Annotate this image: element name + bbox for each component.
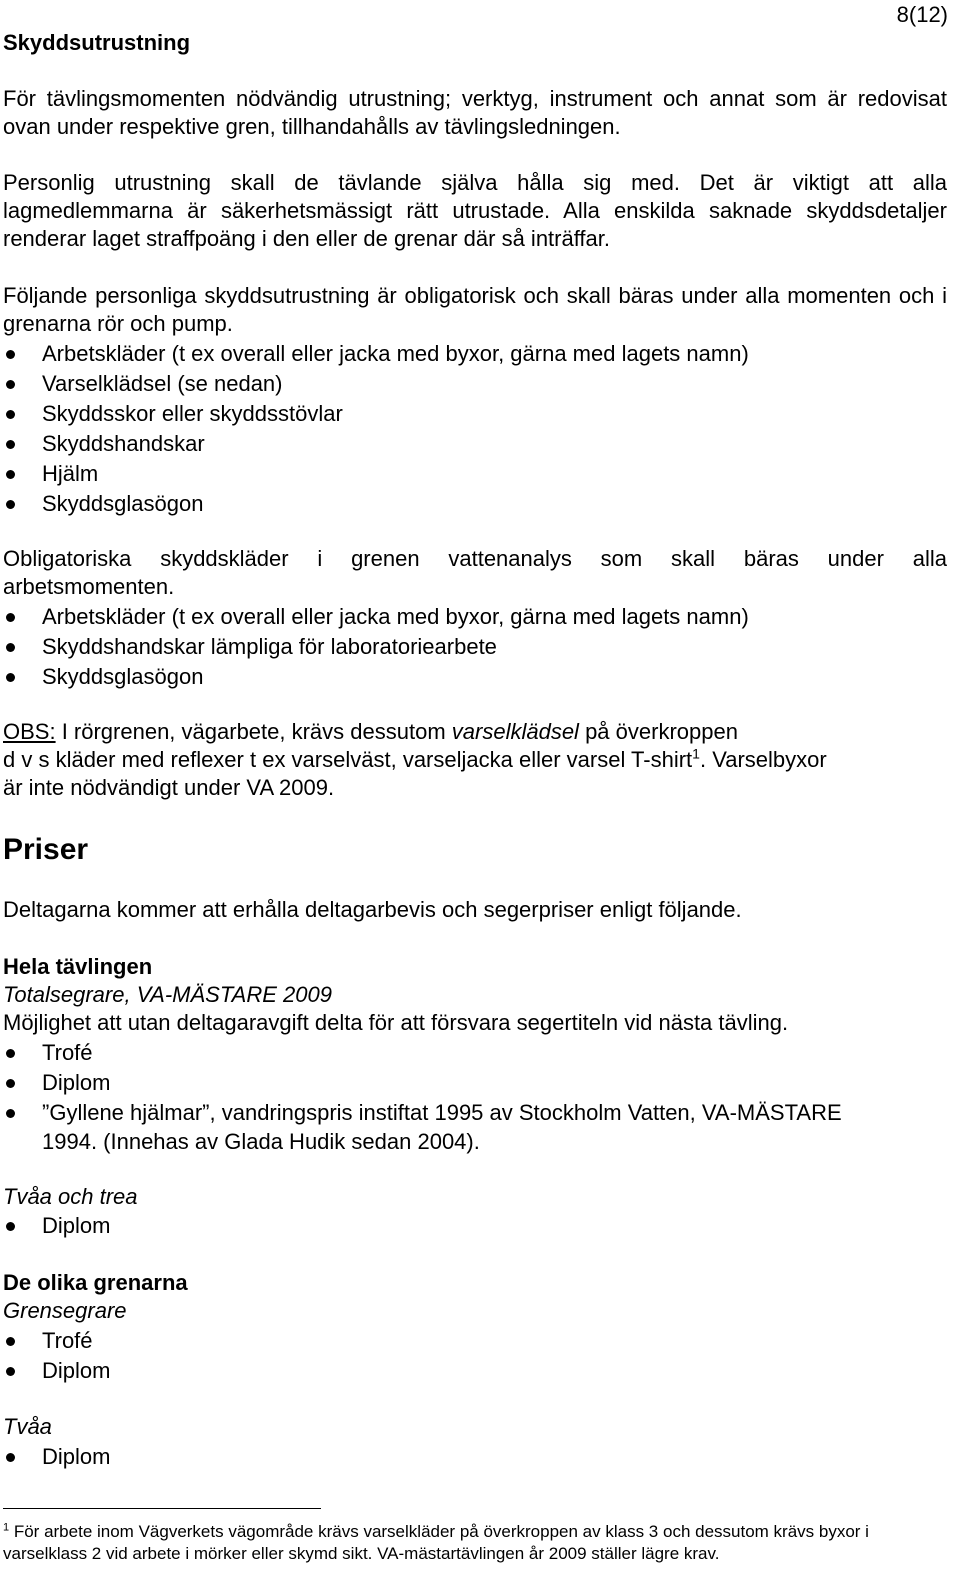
bullet-icon <box>6 1049 15 1058</box>
list-item: Arbetskläder (t ex overall eller jacka med byxor, gärna med lagets namn) <box>3 602 947 632</box>
list-item: Trofé <box>3 1326 947 1356</box>
bullet-icon <box>6 1109 15 1118</box>
footnote-number: 1 <box>3 1521 10 1534</box>
list-item: Skyddshandskar lämpliga för laboratoriearbete <box>3 632 947 662</box>
bullet-icon <box>6 380 15 389</box>
list-item: Skyddsglasögon <box>3 662 947 692</box>
page-number: 8(12) <box>896 2 948 27</box>
equipment-paragraph-2: Personlig utrustning skall de tävlande själva hålla sig med. Det är viktigt att alla lagmedlemmarna är säkerhetsmässigt rätt utrustade. Alla enskilda saknade skyddsdetaljer renderar laget straffpoäng i den eller de grenar där så inträffar. <box>3 170 947 251</box>
prizes-intro: Deltagarna kommer att erhålla deltagarbevis och segerpriser enligt följande. <box>3 897 742 922</box>
footnote: $^1$ För arbete inom Vägverkets vägområde krävs varselkläder på överkroppen av klass 3 och dessutom krävs byxor i varselklass 2 vid arbete i mörker eller skymd sikt. VA-mästartävlingen år 2009 ställer lägre krav. <box>3 1521 869 1563</box>
bullet-icon <box>6 1367 15 1376</box>
overall-winner-subheading: Totalsegrare, VA-MÄSTARE 2009 <box>3 982 332 1007</box>
footnote-reference[interactable]: 1 <box>692 745 700 762</box>
bullet-icon <box>6 613 15 622</box>
mandatory-equipment-list <box>3 339 947 519</box>
second-third-prize-list <box>3 1211 947 1241</box>
list-item: Skyddshandskar <box>3 429 947 459</box>
list-item: Skyddsglasögon <box>3 489 947 519</box>
bullet-icon <box>6 470 15 479</box>
branches-heading: De olika grenarna <box>3 1270 188 1295</box>
obs-label: OBS: <box>3 719 56 744</box>
obs-note: OBS: I rörgrenen, vägarbete, krävs dessutom varselklädsel på överkroppen d v s kläder med reflexer t ex varselväst, varseljacka eller varsel T-shirt$^1$. Varselbyxor är inte nödvändigt under VA 2009. <box>3 719 827 800</box>
whole-competition-section <box>3 953 947 1037</box>
emphasis-text: varselklädsel <box>451 719 579 744</box>
bullet-icon <box>6 1337 15 1346</box>
equipment-paragraph-3: Följande personliga skyddsutrustning är obligatorisk och skall bäras under alla momenten och i grenarna rör och pump. <box>3 283 947 336</box>
bullet-icon <box>6 500 15 509</box>
list-item: Varselklädsel (se nedan) <box>3 369 947 399</box>
branch-second-prize-list <box>3 1442 947 1472</box>
list-item: Arbetskläder (t ex overall eller jacka med byxor, gärna med lagets namn) <box>3 339 947 369</box>
list-item: Diplom <box>3 1068 947 1098</box>
overall-winner-text: Möjlighet att utan deltagaravgift delta för att försvara segertiteln vid nästa tävling. <box>3 1010 789 1035</box>
bullet-icon <box>6 1222 15 1231</box>
bullet-icon <box>6 643 15 652</box>
prizes-heading: Priser <box>3 833 89 866</box>
list-item: Diplom <box>3 1442 947 1472</box>
list-item: Skyddsskor eller skyddsstövlar <box>3 399 947 429</box>
list-item: Hjälm <box>3 459 947 489</box>
bullet-icon <box>6 350 15 359</box>
whole-competition-heading: Hela tävlingen <box>3 954 153 979</box>
list-item: Diplom <box>3 1356 947 1386</box>
branch-winner-heading: Grensegrare <box>3 1298 127 1323</box>
water-analysis-paragraph-line-1: Obligatoriska skyddskläder i grenen vattenanalys som skall bäras under alla <box>3 546 947 571</box>
water-analysis-paragraph-line-2: arbetsmomenten. <box>3 574 175 599</box>
footnote-separator <box>3 1508 321 1509</box>
bullet-icon <box>6 1453 15 1462</box>
second-third-heading: Tvåa och trea <box>3 1184 138 1209</box>
equipment-paragraph-1: För tävlingsmomenten nödvändig utrustning; verktyg, instrument och annat som är redovisat ovan under respektive gren, tillhandahålls av tävlingsledningen. <box>3 86 947 139</box>
branch-second-heading: Tvåa <box>3 1414 52 1439</box>
bullet-icon <box>6 410 15 419</box>
bullet-icon <box>6 440 15 449</box>
branch-winner-prize-list <box>3 1326 947 1386</box>
list-item: Trofé <box>3 1038 947 1068</box>
list-item: Diplom <box>3 1211 947 1241</box>
water-analysis-equipment-list <box>3 602 947 692</box>
bullet-icon <box>6 673 15 682</box>
bullet-icon <box>6 1079 15 1088</box>
overall-winner-prize-list <box>3 1038 947 1156</box>
section-title: Skyddsutrustning <box>3 30 191 55</box>
list-item: ”Gyllene hjälmar”, vandringspris instiftat 1995 av Stockholm Vatten, VA-MÄSTARE 1994. (Innehas av Glada Hudik sedan 2004). <box>3 1098 947 1156</box>
